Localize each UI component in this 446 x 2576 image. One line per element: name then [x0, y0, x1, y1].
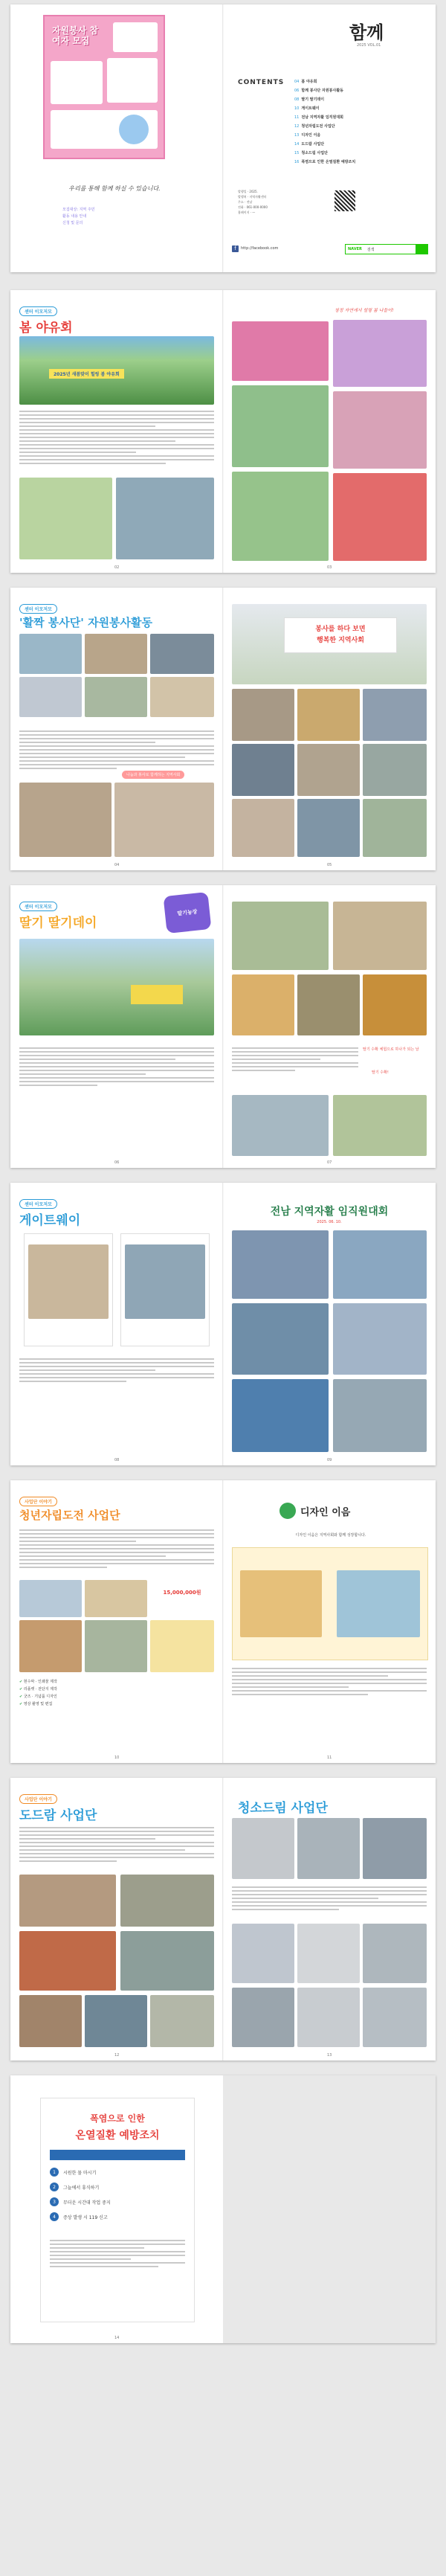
search-hint: 검색 — [366, 247, 375, 252]
poster-title: 자원봉사 참여자 모집 — [52, 25, 99, 46]
body-text — [232, 1886, 427, 1912]
spine — [222, 1778, 224, 2061]
toc-item[interactable]: 13 디자인 이음 — [294, 133, 321, 138]
section-tag: 센터 이모저모 — [19, 1199, 57, 1209]
design-panel — [232, 1547, 428, 1660]
facebook-bar[interactable] — [232, 244, 321, 253]
photo — [363, 1988, 427, 2047]
body-text — [50, 2240, 185, 2270]
photo — [297, 744, 360, 796]
body-text — [19, 411, 214, 466]
photo — [333, 902, 427, 970]
photo — [297, 974, 360, 1035]
youth-right — [223, 1480, 436, 1763]
photo — [232, 1379, 329, 1452]
poster-panel-2 — [51, 61, 103, 104]
side-note: 신청 및 문의 — [62, 221, 83, 225]
info-line: 발행처 · 지역자활센터 — [238, 195, 267, 199]
photo — [333, 320, 427, 387]
design-label: 디자인 이음 — [300, 1506, 351, 1518]
dodram-right — [223, 1778, 436, 2061]
toc-item[interactable]: 06 함께 봉사단 자원봉사활동 — [294, 89, 343, 93]
insta-card — [24, 1233, 113, 1346]
spread-dodram — [10, 1778, 436, 2061]
picnic-right — [223, 290, 436, 573]
heat-step: 1 시원한 물 마시기 — [50, 2168, 185, 2177]
banner-main: 봉사를 하다 보면 — [315, 626, 366, 633]
volunteer-title: '활짝 봉사단' 자원봉사활동 — [19, 616, 153, 629]
spread-volunteer — [10, 588, 436, 870]
toc-heading: CONTENTS — [238, 79, 285, 86]
cover-right — [223, 4, 436, 272]
check-item: ✔ 굿즈 · 기념품 디자인 — [19, 1695, 57, 1699]
photo — [232, 1095, 329, 1156]
photo — [363, 1818, 427, 1879]
spine — [222, 1480, 224, 1763]
toc-item[interactable]: 10 게이트웨이 — [294, 106, 320, 111]
design-mark-icon — [279, 1503, 296, 1519]
facebook-url: http://facebook.com — [241, 246, 279, 251]
photo — [363, 1924, 427, 1983]
spread-strawberry — [10, 885, 436, 1168]
step-number-icon: 2 — [50, 2182, 59, 2191]
heat-left — [10, 2075, 223, 2343]
photo — [297, 689, 360, 741]
page-number: 09 — [327, 1458, 332, 1462]
body-text — [19, 730, 214, 771]
poster — [43, 15, 165, 159]
photo — [125, 1244, 205, 1319]
spread-youth — [10, 1480, 436, 1763]
page-number: 03 — [327, 565, 332, 570]
photo — [116, 478, 214, 559]
strawberry-left — [10, 885, 223, 1168]
photo — [85, 1620, 147, 1672]
conference-title: 전남 지역자활 임직원대회 — [270, 1206, 389, 1218]
photo — [19, 478, 112, 559]
photo — [297, 1818, 360, 1879]
toc-list — [294, 77, 421, 167]
banner-photo — [232, 604, 427, 684]
search-button[interactable] — [416, 245, 427, 254]
volunteer-note: 나눔과 봉사로 함께하는 지역사회 — [122, 771, 184, 779]
youth-title: 청년자립도전 사업단 — [19, 1509, 120, 1522]
photo — [114, 783, 214, 857]
insta-card — [120, 1233, 210, 1346]
photo — [232, 1303, 329, 1375]
cover-left — [10, 4, 223, 272]
toc-item[interactable]: 08 딸기 딸기데이 — [294, 97, 325, 102]
photo — [232, 744, 294, 796]
section-tag: 센터 이모저모 — [19, 306, 57, 316]
step-number-icon: 4 — [50, 2212, 59, 2221]
spread-picnic — [10, 290, 436, 573]
page-number: 02 — [114, 565, 120, 570]
picnic-left — [10, 290, 223, 573]
volunteer-left — [10, 588, 223, 870]
section-tag: 센터 이모저모 — [19, 902, 57, 911]
photo — [232, 1924, 294, 1983]
photo — [85, 1580, 147, 1617]
photo — [19, 1995, 82, 2047]
photo — [19, 1580, 82, 1617]
spine — [222, 4, 224, 272]
group-photo — [19, 336, 214, 405]
toc-item[interactable]: 12 청년자립도전 사업단 — [294, 124, 335, 129]
strawberry-banner: 딸기농장 — [177, 908, 198, 917]
strawberry-note2: 딸기 수확! — [372, 1070, 389, 1075]
heat-right-blank — [223, 2075, 436, 2343]
photo — [297, 799, 360, 857]
photo — [120, 1875, 214, 1927]
side-note: 활동 내용 안내 — [62, 214, 87, 219]
qr-code — [334, 190, 355, 211]
page-number: 11 — [327, 1756, 332, 1760]
design-note: 디자인 이음은 지역사회와 함께 성장합니다. — [295, 1533, 366, 1538]
photo — [150, 677, 214, 717]
poster-panel-1 — [113, 22, 158, 52]
page-number: 10 — [114, 1756, 120, 1760]
page-number: 06 — [114, 1160, 120, 1165]
photo — [297, 1988, 360, 2047]
toc-item[interactable]: 14 도드람 사업단 — [294, 142, 325, 147]
section-tag: 사업단 이야기 — [19, 1497, 57, 1506]
heat-step: 4 증상 발생 시 119 신고 — [50, 2212, 185, 2221]
spine — [222, 290, 224, 573]
body-text — [232, 1047, 358, 1073]
amount-badge: 15,000,000원 — [163, 1590, 201, 1596]
check-item: ✔ 영상 촬영 및 편집 — [19, 1702, 53, 1706]
body-text — [19, 1529, 214, 1570]
heat-step: 3 무더운 시간대 작업 중지 — [50, 2197, 185, 2206]
toc-item[interactable]: 04 봄 야유회 — [294, 80, 317, 84]
volunteer-right — [223, 588, 436, 870]
photo — [333, 391, 427, 469]
strawberry-title: 딸기 딸기데이 — [19, 916, 97, 931]
photo — [19, 783, 112, 857]
check-item: ✔ 현수막 · 인쇄물 제작 — [19, 1680, 57, 1684]
photo — [297, 1924, 360, 1983]
strawberry-note: 딸기 수확 체험으로 하나가 되는 날 — [363, 1047, 419, 1052]
toc-item[interactable]: 11 전남 지역자활 임직원대회 — [294, 115, 343, 120]
section-tag: 센터 이모저모 — [19, 604, 57, 614]
facebook-icon: f — [232, 245, 239, 252]
photo — [363, 689, 427, 741]
photo — [232, 974, 294, 1035]
photo — [363, 744, 427, 796]
heat-step: 2 그늘에서 휴식하기 — [50, 2182, 185, 2191]
toc-item[interactable]: 15 청소드림 사업단 — [294, 151, 328, 155]
page-number: 14 — [114, 2336, 120, 2340]
photo — [363, 974, 427, 1035]
banner-sub: 행복한 지역사회 — [317, 637, 364, 644]
page-number: 13 — [327, 2053, 332, 2058]
info-line: 주소 · 전남 — [238, 200, 253, 204]
page-number: 08 — [114, 1458, 120, 1462]
brand-sub: 2025 VOL.01 — [357, 43, 381, 48]
photo — [232, 1230, 329, 1299]
photo — [337, 1570, 420, 1637]
heat-subbar — [50, 2150, 185, 2160]
brand-logo: 함께 — [349, 22, 384, 43]
gateway-title: 게이트웨이 — [19, 1213, 81, 1228]
photo — [28, 1244, 109, 1319]
info-line: 전화 · 061-000-0000 — [238, 205, 268, 209]
body-text — [232, 1668, 427, 1697]
photo — [19, 1931, 116, 1991]
spread-cover — [10, 4, 436, 272]
step-number-icon: 3 — [50, 2197, 59, 2206]
body-text — [19, 1047, 214, 1088]
naver-search[interactable] — [345, 244, 428, 254]
toc-item[interactable]: 16 폭염으로 인한 온열질환 예방조치 — [294, 160, 356, 164]
body-text — [19, 1827, 214, 1864]
poster-panel-3 — [107, 58, 158, 103]
photo — [150, 1620, 214, 1672]
dodram-left — [10, 1778, 223, 2061]
info-block — [238, 189, 327, 215]
page-number: 05 — [327, 863, 332, 867]
conference-date: 2025. 06. 10. — [317, 1220, 342, 1224]
photo — [333, 1303, 427, 1375]
page-heat — [10, 2075, 436, 2343]
picnic-banner: 2025년 새봄맞이 힐링 봄 야유회 — [49, 369, 124, 379]
photo — [19, 1875, 116, 1927]
photo — [333, 473, 427, 561]
photo — [232, 472, 329, 561]
info-line: 홈페이지 · — — [238, 211, 256, 214]
strawberry-right — [223, 885, 436, 1168]
tagline: 우리를 통해 함께 하실 수 있습니다. — [68, 185, 161, 192]
picnic-title: 봄 야유회 — [19, 321, 73, 335]
spine — [222, 588, 224, 870]
info-line: 발행일 · 2025. — [238, 190, 258, 193]
spine — [222, 885, 224, 1168]
check-item: ✔ 리플렛 · 전단지 제작 — [19, 1687, 57, 1692]
photo — [120, 1931, 214, 1991]
spine — [222, 1183, 224, 1465]
heat-heading2: 온열질환 예방조치 — [75, 2130, 160, 2142]
strawberry-sticker — [164, 892, 212, 934]
photo — [232, 385, 329, 467]
photo — [232, 689, 294, 741]
dodram-title: 도드람 사업단 — [19, 1808, 97, 1823]
side-note: 모집대상: 지역 주민 — [62, 208, 95, 212]
heat-steps — [50, 2168, 185, 2221]
page-number: 04 — [114, 863, 120, 867]
photo — [19, 677, 82, 717]
photo — [85, 1995, 147, 2047]
photo — [363, 799, 427, 857]
section-tag: 사업단 이야기 — [19, 1794, 57, 1804]
naver-label: NAVER — [348, 247, 362, 251]
gateway-right — [223, 1183, 436, 1465]
photo — [232, 1988, 294, 2047]
youth-left — [10, 1480, 223, 1763]
group-photo — [19, 939, 214, 1035]
photo — [85, 634, 147, 674]
photo — [19, 634, 82, 674]
photo — [232, 799, 294, 857]
heat-poster — [40, 2098, 195, 2322]
page-number: 07 — [327, 1160, 332, 1165]
photo — [150, 634, 214, 674]
poster-illustration — [119, 115, 149, 144]
gateway-left — [10, 1183, 223, 1465]
photo — [333, 1095, 427, 1156]
side-notes — [62, 207, 174, 227]
photo — [232, 1818, 294, 1879]
body-text — [19, 1358, 214, 1384]
badge-text: 청정 자연에서 힐링 봄 나들이! — [334, 308, 394, 313]
photo — [232, 321, 329, 381]
banner-card — [284, 617, 397, 653]
spread-gateway — [10, 1183, 436, 1465]
photo — [333, 1230, 427, 1299]
photo — [85, 677, 147, 717]
heat-heading1: 폭염으로 인한 — [90, 2113, 145, 2124]
design-logo — [279, 1503, 350, 1519]
yellow-banner — [131, 985, 183, 1004]
photo — [150, 1995, 214, 2047]
photo — [240, 1570, 322, 1637]
cleaning-title: 청소드림 사업단 — [238, 1801, 328, 1816]
photo — [19, 1620, 82, 1672]
photo — [232, 902, 329, 970]
step-number-icon: 1 — [50, 2168, 59, 2177]
photo — [333, 1379, 427, 1452]
page-number: 12 — [114, 2053, 120, 2058]
checklist — [19, 1678, 214, 1708]
